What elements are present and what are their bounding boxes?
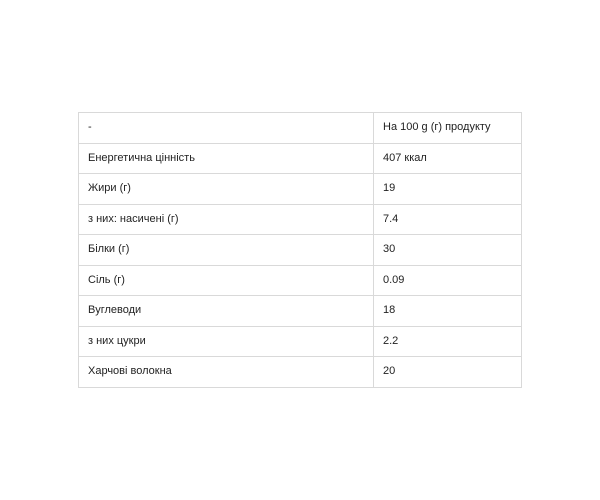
nutrient-name-cell: Сіль (г) — [79, 265, 374, 296]
nutrient-name-cell: з них цукри — [79, 326, 374, 357]
table-row — [79, 235, 522, 266]
nutrient-name-cell: Енергетична цінність — [79, 143, 374, 174]
nutrient-value-cell: 407 ккал — [374, 143, 522, 174]
table-row — [79, 296, 522, 327]
nutrient-value-cell: 19 — [374, 174, 522, 205]
table-row — [79, 357, 522, 388]
table-row — [79, 204, 522, 235]
nutrient-name-cell: Жири (г) — [79, 174, 374, 205]
table-row — [79, 265, 522, 296]
nutrient-value-cell: 2.2 — [374, 326, 522, 357]
nutrient-value-cell: 7.4 — [374, 204, 522, 235]
table-row — [79, 326, 522, 357]
nutrient-name-cell: Харчові волокна — [79, 357, 374, 388]
nutrient-value-cell: 30 — [374, 235, 522, 266]
nutrient-name-cell: Вуглеводи — [79, 296, 374, 327]
header-value-cell: На 100 g (г) продукту — [374, 113, 522, 144]
nutrient-value-cell: 20 — [374, 357, 522, 388]
table-row — [79, 174, 522, 205]
table-row — [79, 143, 522, 174]
nutrient-value-cell: 18 — [374, 296, 522, 327]
nutrient-name-cell: з них: насичені (г) — [79, 204, 374, 235]
nutrient-value-cell: 0.09 — [374, 265, 522, 296]
nutrition-facts-table — [78, 112, 522, 388]
table-header-row — [79, 113, 522, 144]
nutrient-name-cell: Білки (г) — [79, 235, 374, 266]
header-name-cell: - — [79, 113, 374, 144]
